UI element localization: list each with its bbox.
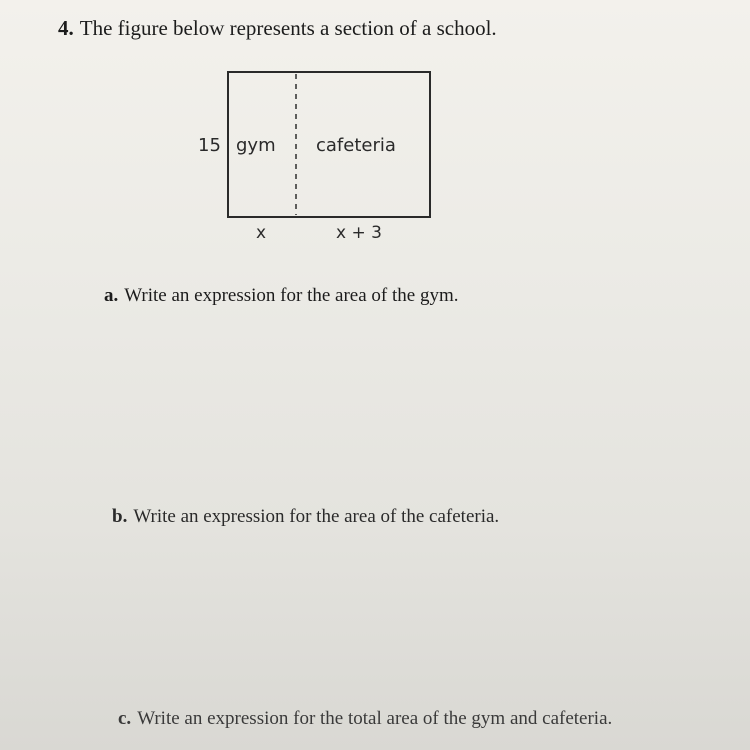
part-a-letter: a. [104,285,119,306]
cafeteria-label: cafeteria [316,135,396,156]
part-c-text: Write an expression for the total area of the gym and cafeteria. [137,708,613,729]
gym-label: gym [236,135,276,156]
part-b-letter: b. [112,506,128,527]
question-4 [58,16,497,41]
part-a [104,285,459,307]
school-section-figure [190,60,450,250]
part-c [118,708,612,730]
cafeteria-width-label: x + 3 [336,223,382,243]
question-text: The figure below represents a section of a school. [79,16,497,40]
part-a-text: Write an expression for the area of the gym. [124,285,459,306]
part-c-letter: c. [118,708,132,729]
question-number: 4. [58,16,74,40]
part-b-text: Write an expression for the area of the cafeteria. [133,506,500,527]
part-b [112,506,499,528]
height-label: 15 [198,135,221,156]
gym-width-label: x [256,223,267,243]
